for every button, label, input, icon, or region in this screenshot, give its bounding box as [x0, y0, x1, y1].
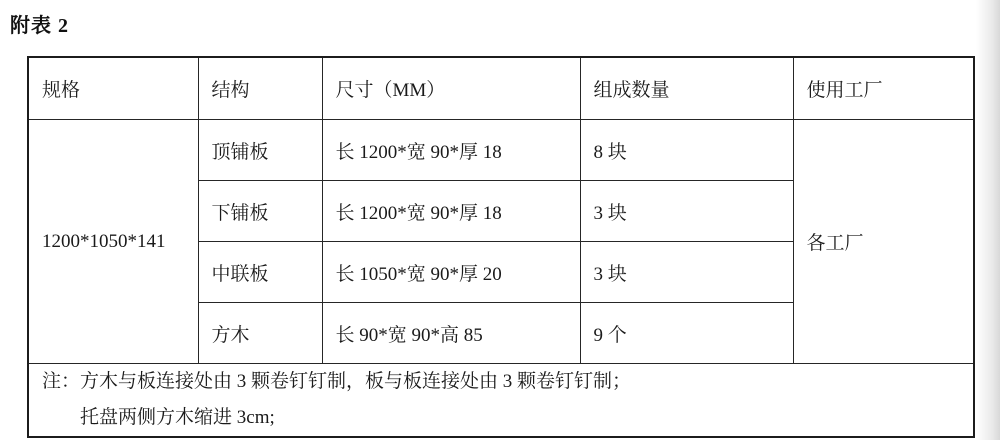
quantity-cell: 9 个 [580, 303, 793, 364]
page-title: 附表 2 [10, 15, 69, 37]
structure-cell: 方木 [198, 303, 322, 364]
col-header-spec: 规格 [28, 57, 198, 120]
col-header-dimension: 尺寸（MM） [322, 57, 580, 120]
dimension-cell: 长 1200*宽 90*厚 18 [322, 120, 580, 181]
note-text [80, 364, 967, 436]
structure-cell: 中联板 [198, 242, 322, 303]
factory-cell: 各工厂 [793, 120, 974, 364]
quantity-cell: 3 块 [580, 242, 793, 303]
quantity-cell: 8 块 [580, 120, 793, 181]
pallet-spec-table [27, 56, 975, 438]
note-line-2: 托盘两侧方木缩进 3cm; [80, 407, 275, 428]
table-row [28, 120, 974, 181]
spec-cell: 1200*1050*141 [28, 120, 198, 364]
structure-cell: 顶铺板 [198, 120, 322, 181]
dimension-cell: 长 90*宽 90*高 85 [322, 303, 580, 364]
note-line-1: 方木与板连接处由 3 颗卷钉钉制，板与板连接处由 3 颗卷钉钉制； [80, 371, 632, 392]
dimension-cell: 长 1200*宽 90*厚 18 [322, 181, 580, 242]
col-header-factory: 使用工厂 [793, 57, 974, 120]
note-cell [28, 364, 974, 438]
structure-cell: 下铺板 [198, 181, 322, 242]
note-row [28, 364, 974, 438]
note-label: 注： [42, 371, 81, 392]
quantity-cell: 3 块 [580, 181, 793, 242]
page-edge-shadow [976, 0, 1000, 440]
col-header-structure: 结构 [198, 57, 322, 120]
col-header-quantity: 组成数量 [580, 57, 793, 120]
table-header-row [28, 57, 974, 120]
dimension-cell: 长 1050*宽 90*厚 20 [322, 242, 580, 303]
